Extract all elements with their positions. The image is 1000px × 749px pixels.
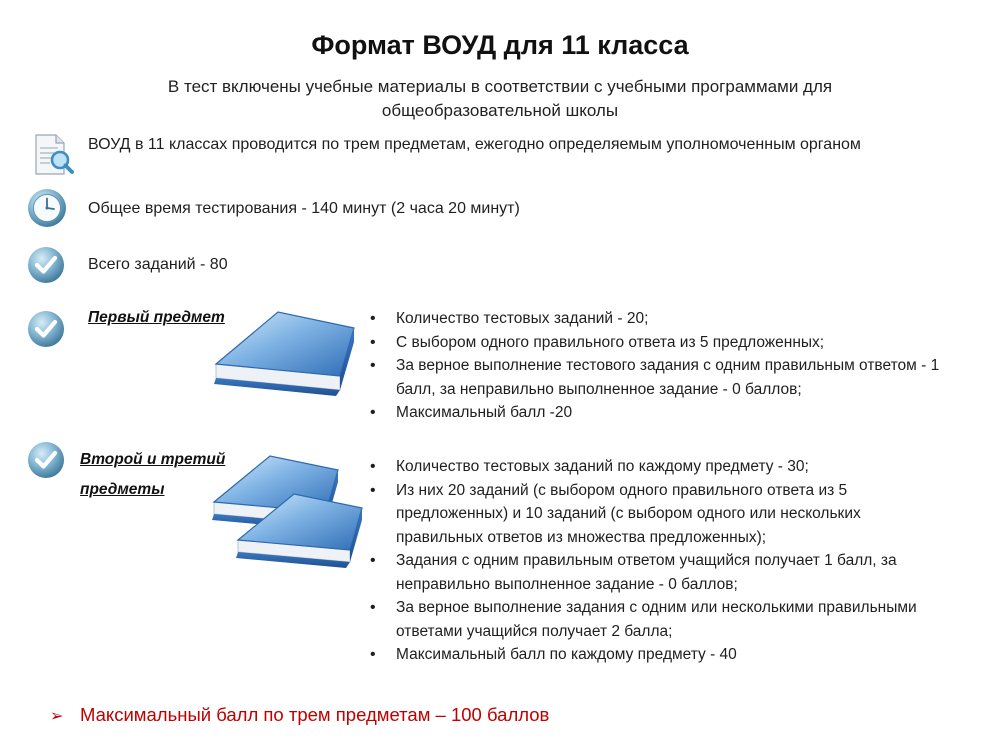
checkmark-icon [26,440,66,480]
subject-bullets [368,455,948,667]
subject-label: Второй и третий [80,451,226,468]
bullet-item: • Из них 20 заданий (с выбором одного правильного ответа из 5 предложенных) и 10 заданий (с выбором одного или нескольких правильных ответов из множества предложенных); [368,479,948,550]
bullet-item: • Максимальный балл -20 [368,401,978,425]
bullet-item: • Задания с одним правильным ответом учащийся получает 1 балл, за неправильно выполненное задание - 0 баллов; [368,549,948,596]
page-title: Формат ВОУД для 11 класса [311,30,689,60]
bullet-item: • Количество тестовых заданий по каждому предмету - 30; [368,455,948,479]
arrow-bullet-icon: ➢ [50,708,64,725]
subject-label: предметы [80,481,165,498]
bullet-item: • За верное выполнение тестового задания с одним правильным ответом - 1 балл, за неправильно выполненное задание - 0 баллов; [368,354,978,401]
bullet-item: • С выбором одного правильного ответа из 5 предложенных; [368,331,978,355]
two-books-icon [208,452,376,572]
item-text: Общее время тестирования - 140 минут (2 часа 20 минут) [88,200,520,217]
checkmark-icon [26,245,66,285]
clock-icon [26,187,68,229]
item-text: ВОУД в 11 классах проводится по трем предметам, ежегодно определяемым уполномоченным органом [88,136,861,153]
final-note-text: Максимальный балл по трем предметам – 100 баллов [80,704,550,725]
bullet-item: • За верное выполнение задания с одним или несколькими правильными ответами учащийся получает 2 балла; [368,596,948,643]
subject-label: Первый предмет [88,309,225,326]
checkmark-icon [26,309,66,349]
subject-bullets [368,307,978,425]
bullet-item: • Максимальный балл по каждому предмету - 40 [368,643,948,667]
document-search-icon [30,132,76,178]
book-icon [208,308,356,404]
bullet-item: • Количество тестовых заданий - 20; [368,307,978,331]
page-subtitle: В тест включены учебные материалы в соответствии с учебными программами для общеобразовательной школы [167,77,833,120]
final-note [50,704,549,726]
item-text: Всего заданий - 80 [88,256,228,273]
